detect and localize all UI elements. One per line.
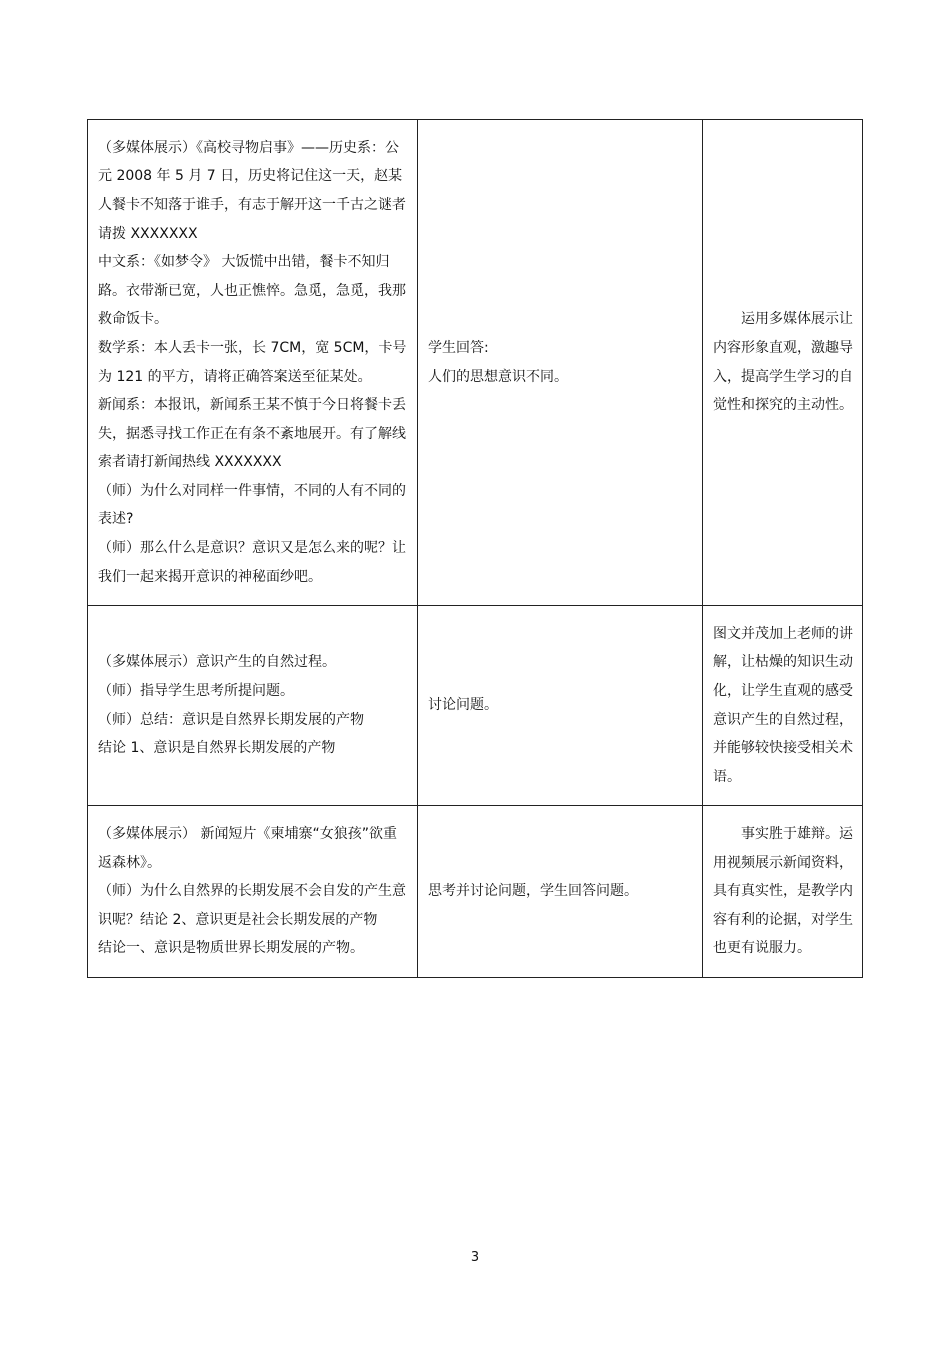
design-paragraph: 事实胜于雄辩。运用视频展示新闻资料，具有真实性，是教学内容有利的论据，对学生也更有说服力。 bbox=[713, 826, 853, 957]
student-paragraph: 讨论问题。 bbox=[428, 697, 498, 714]
design-paragraph: 图文并茂加上老师的讲解，让枯燥的知识生动化，让学生直观的感受意识产生的自然过程，并能够较快接受相关术语。 bbox=[713, 625, 853, 785]
design-intent-cell bbox=[703, 806, 863, 978]
teacher-paragraph: 结论 1、意识是自然界长期发展的产物 bbox=[98, 740, 336, 757]
design-intent-cell bbox=[703, 606, 863, 806]
student-activity-cell bbox=[418, 120, 703, 606]
table-row bbox=[88, 120, 863, 606]
lesson-plan-table bbox=[87, 119, 863, 978]
teacher-paragraph: （师）指导学生思考所提问题。 bbox=[98, 682, 294, 699]
teacher-paragraph: （师）为什么对同样一件事情，不同的人有不同的表述? bbox=[98, 482, 406, 528]
design-intent-cell bbox=[703, 120, 863, 606]
table-row bbox=[88, 806, 863, 978]
design-paragraph: 运用多媒体展示让内容形象直观，激趣导入，提高学生学习的自觉性和探究的主动性。 bbox=[713, 311, 853, 414]
teacher-paragraph: 新闻系：本报讯，新闻系王某不慎于今日将餐卡丢失，据悉寻找工作正在有条不紊地展开。有了解线索者请打新闻热线 XXXXXXX bbox=[98, 397, 406, 471]
student-activity-cell bbox=[418, 606, 703, 806]
teacher-paragraph: （多媒体展示）意识产生的自然过程。 bbox=[98, 654, 336, 671]
table-row bbox=[88, 606, 863, 806]
teacher-paragraph: （多媒体展示）《高校寻物启事》——历史系：公元 2008 年 5 月 7 日，历史将记住这一天，赵某人餐卡不知落于谁手，有志于解开这一千古之谜者请拨 XXXXXXX bbox=[98, 139, 406, 242]
teacher-paragraph: （师）那么什么是意识？意识又是怎么来的呢？让我们一起来揭开意识的神秘面纱吧。 bbox=[98, 540, 406, 585]
student-paragraph: 学生回答: bbox=[428, 339, 489, 356]
student-activity-cell bbox=[418, 806, 703, 978]
teacher-activity-cell bbox=[88, 606, 418, 806]
teacher-paragraph: 结论一、意识是物质世界长期发展的产物。 bbox=[98, 940, 364, 957]
teacher-paragraph: （师）为什么自然界的长期发展不会自发的产生意识呢？结论 2、意识更是社会长期发展的产物 bbox=[98, 883, 406, 928]
student-paragraph: 思考并讨论问题，学生回答问题。 bbox=[428, 883, 638, 900]
teacher-paragraph: （多媒体展示） 新闻短片《柬埔寨“女狼孩”欲重返森林》。 bbox=[98, 826, 397, 871]
teacher-paragraph: 数学系：本人丢卡一张，长 7CM，宽 5CM，卡号为 121 的平方，请将正确答案送至征某处。 bbox=[98, 339, 407, 385]
student-paragraph: 人们的思想意识不同。 bbox=[428, 368, 568, 385]
page-number: 3 bbox=[470, 1250, 480, 1265]
teacher-activity-cell bbox=[88, 120, 418, 606]
teacher-paragraph: （师）总结：意识是自然界长期发展的产物 bbox=[98, 711, 364, 728]
teacher-paragraph: 中文系：《如梦令》 大饭慌中出错，餐卡不知归路。衣带渐已宽，人也正憔悴。急觅，急觅，我那救命饭卡。 bbox=[98, 254, 406, 328]
teacher-activity-cell bbox=[88, 806, 418, 978]
